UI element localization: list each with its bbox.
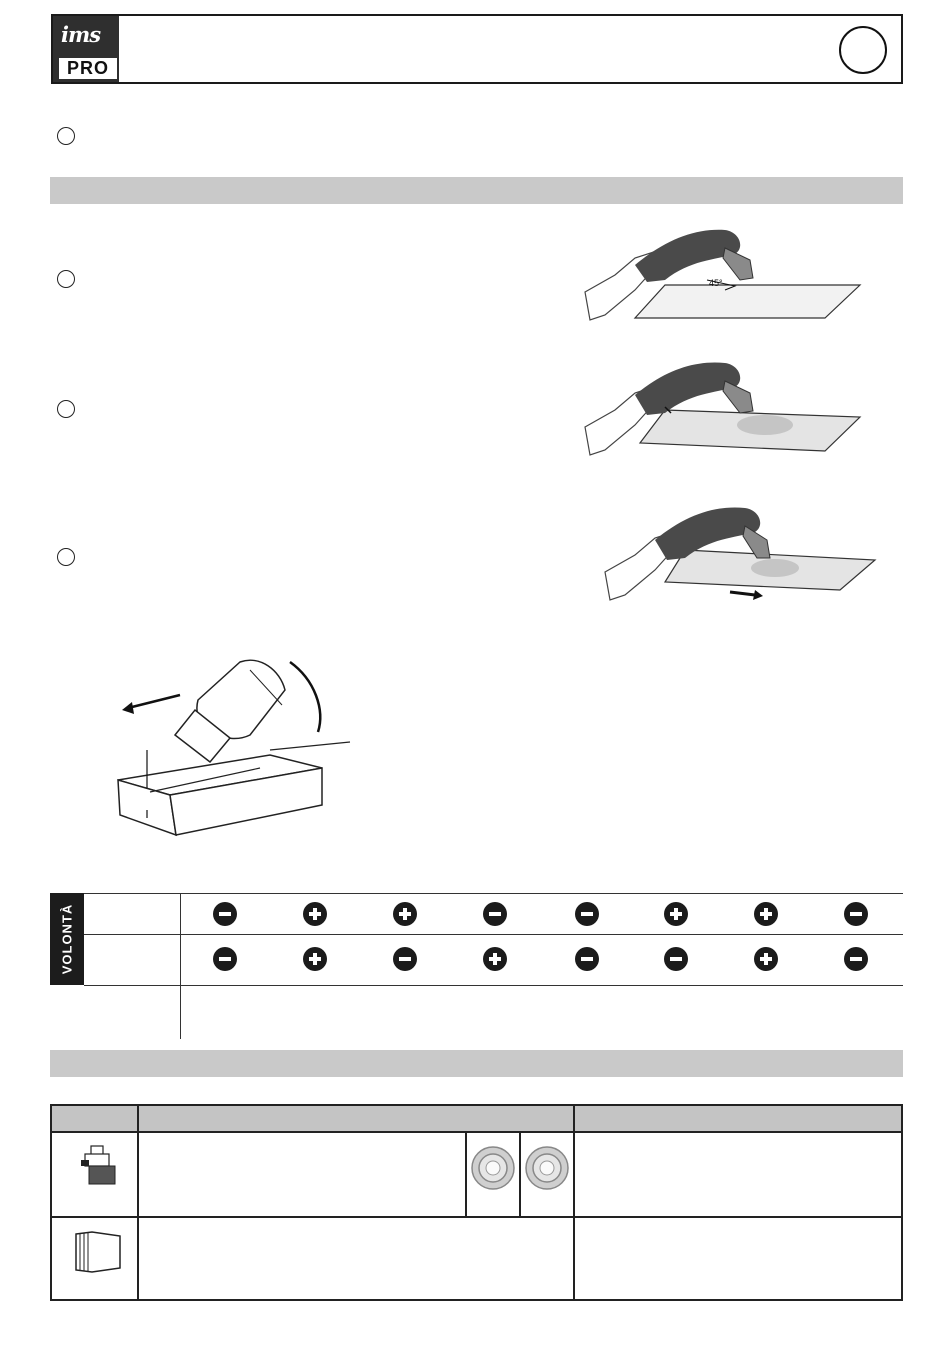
plus-icon — [303, 902, 327, 926]
minus-icon — [213, 947, 237, 971]
torch-nozzle — [723, 381, 753, 413]
parts-table — [50, 1104, 903, 1301]
section-band-2 — [50, 1050, 903, 1077]
direction-arrowhead — [753, 590, 763, 600]
table-line-top — [84, 893, 903, 894]
sparks — [737, 415, 793, 435]
minus-icon — [483, 902, 507, 926]
plus-icon — [483, 947, 507, 971]
cell-divider-b — [519, 1133, 521, 1216]
minus-icon — [575, 902, 599, 926]
direction-arrow — [730, 592, 755, 595]
sparks — [751, 559, 799, 577]
step-1-circle — [57, 270, 75, 288]
minus-icon — [575, 947, 599, 971]
plus-icon — [754, 947, 778, 971]
travel-arrowhead — [122, 702, 134, 714]
metal-plate — [635, 285, 860, 318]
plus-icon — [754, 902, 778, 926]
swirl-ring-icon-2 — [524, 1145, 570, 1191]
step-2-circle — [57, 400, 75, 418]
electrode-part-icon — [77, 1144, 117, 1189]
torch-nozzle — [723, 248, 753, 280]
ims-pro-logo — [53, 16, 119, 82]
torch-trigger-illustration — [575, 355, 885, 465]
volonta-label — [50, 893, 84, 985]
parts-table-header — [52, 1106, 901, 1133]
torch-angle-illustration — [575, 220, 885, 330]
bullet-circle — [57, 127, 75, 145]
plus-icon — [664, 902, 688, 926]
angle-label: 45° — [709, 278, 723, 288]
swirl-ring-icon-1 — [470, 1145, 516, 1191]
table-line-bottom — [84, 985, 903, 986]
minus-icon — [844, 947, 868, 971]
plus-icon — [393, 902, 417, 926]
angle-arrow — [290, 662, 320, 732]
section-band — [50, 177, 903, 204]
plus-icon — [303, 947, 327, 971]
table-divider — [180, 893, 181, 1039]
cutting-diagram — [110, 650, 360, 840]
col-divider-2 — [573, 1106, 575, 1299]
logo-text-pro: PRO — [59, 58, 117, 79]
minus-icon — [664, 947, 688, 971]
language-circle — [839, 26, 887, 74]
minus-icon — [213, 902, 237, 926]
logo-text-ims: ims — [61, 22, 101, 47]
row-divider — [52, 1216, 901, 1218]
shield-cup-part-icon — [72, 1228, 124, 1280]
minus-icon — [844, 902, 868, 926]
torch-moving-illustration — [595, 500, 895, 610]
reference-line — [270, 742, 350, 750]
step-3-circle — [57, 548, 75, 566]
page-header — [51, 14, 903, 84]
cell-divider-a — [465, 1133, 467, 1216]
volonta-text: VOLONTÀ — [59, 903, 75, 975]
minus-icon — [393, 947, 417, 971]
col-divider-1 — [137, 1106, 139, 1299]
table-line-middle — [84, 934, 903, 935]
travel-arrow — [128, 695, 180, 708]
